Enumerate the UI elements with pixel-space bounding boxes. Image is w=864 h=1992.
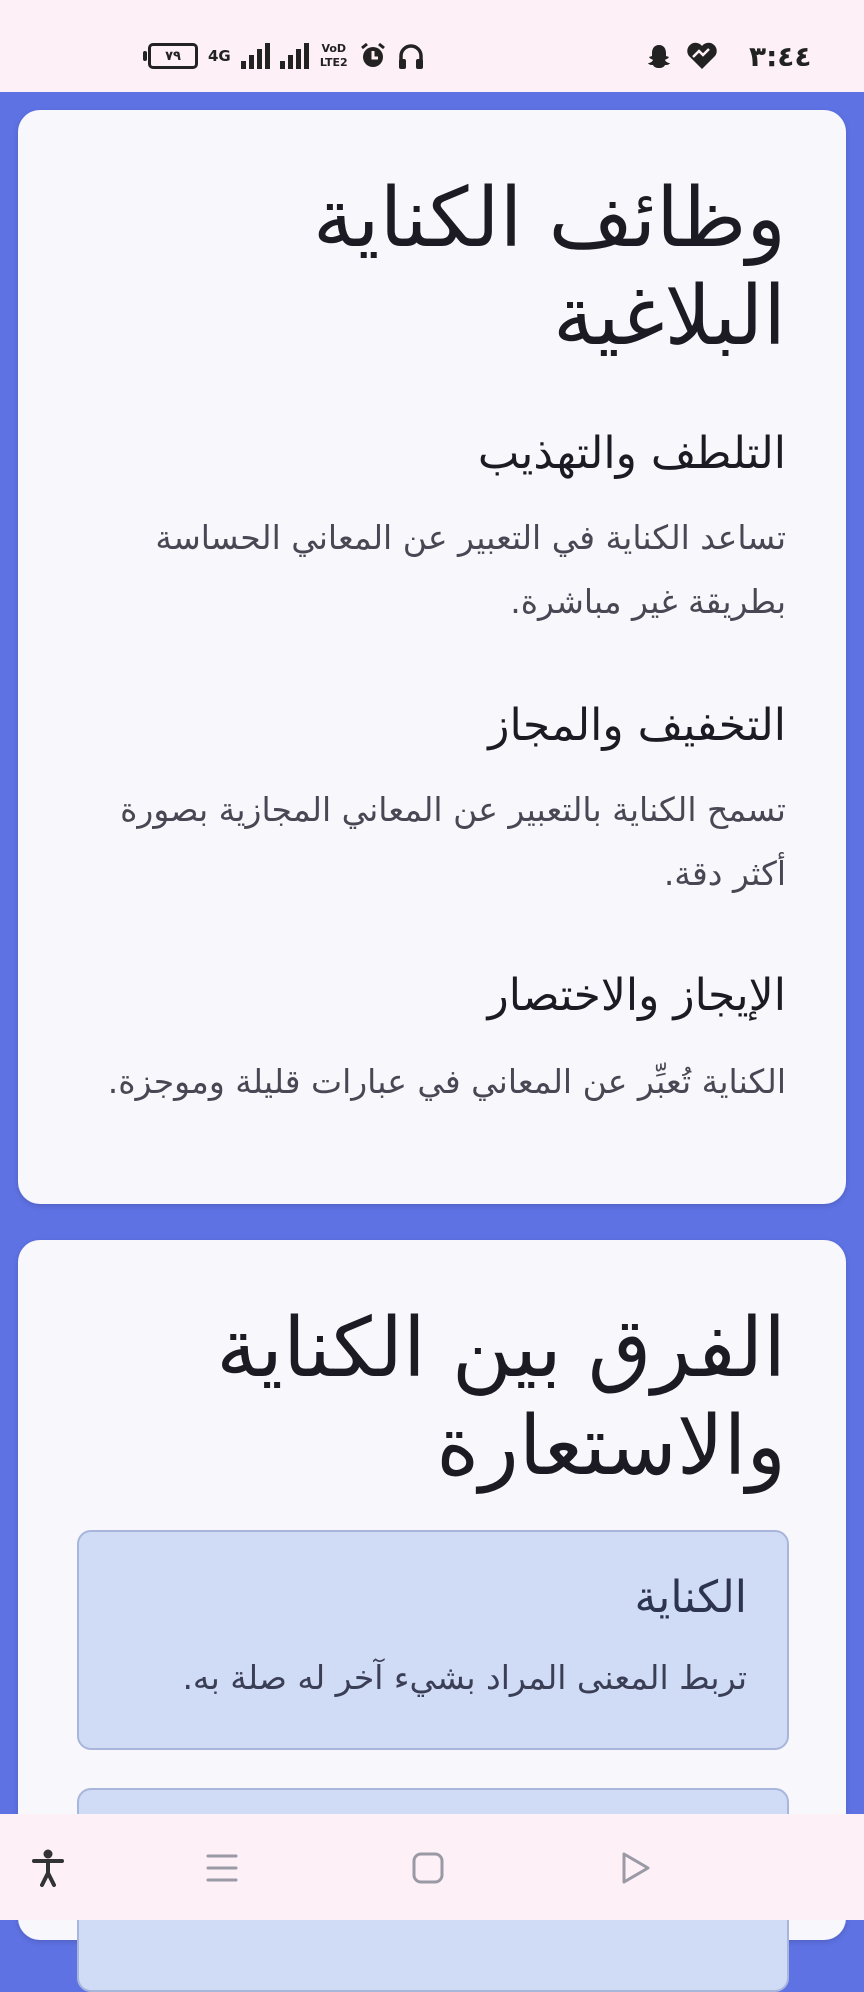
snapchat-icon	[645, 42, 673, 70]
section-politeness	[80, 426, 786, 482]
status-icons-right	[645, 38, 811, 74]
volte-label: VoD LTE2	[319, 42, 348, 69]
section-metaphor	[80, 698, 786, 754]
card-title-line-1: وظائف الكناية	[312, 171, 786, 266]
clock: ٣:٤٤	[749, 39, 812, 73]
recent-apps-icon[interactable]	[200, 1846, 244, 1890]
card-title	[80, 1300, 786, 1496]
navigation-bar	[0, 1814, 864, 1920]
battery-icon	[148, 43, 198, 69]
section-politeness-body	[80, 506, 786, 634]
card-title-line-1: الفرق بين الكناية	[216, 1301, 786, 1396]
kinaya-box	[77, 1530, 789, 1750]
card-title-line-2: البلاغية	[552, 269, 786, 364]
battery-level: ٧٩	[165, 48, 181, 64]
section-heading: التخفيف والمجاز	[488, 700, 786, 751]
section-brevity	[80, 968, 786, 1024]
status-bar	[0, 0, 864, 92]
alarm-icon	[359, 42, 387, 70]
signal-icon-2	[280, 43, 309, 69]
box-body: تربط المعنى المراد بشيء آخر له صلة به.	[182, 1658, 747, 1697]
network-type: 4G	[208, 47, 231, 65]
card-title-line-2: والاستعارة	[436, 1399, 786, 1494]
section-brevity-body	[80, 1050, 786, 1114]
heart-app-icon	[685, 41, 719, 71]
section-metaphor-body	[80, 778, 786, 906]
signal-icon	[241, 43, 270, 69]
functions-card	[18, 110, 846, 1204]
section-body-line-1: الكناية تُعبِّر عن المعاني في عبارات قليلة وموجزة.	[107, 1062, 786, 1101]
back-icon[interactable]	[612, 1846, 656, 1890]
accessibility-icon[interactable]	[26, 1846, 70, 1890]
card-title	[80, 170, 786, 366]
section-body-line-2: بطريقة غير مباشرة.	[510, 582, 786, 621]
box-heading: الكناية	[634, 1572, 747, 1623]
status-icons-left	[148, 38, 425, 74]
section-body-line-1: تساعد الكناية في التعبير عن المعاني الحساسة	[155, 518, 786, 557]
section-heading: الإيجاز والاختصار	[487, 970, 786, 1021]
home-icon[interactable]	[406, 1846, 450, 1890]
section-body-line-1: تسمح الكناية بالتعبير عن المعاني المجازية بصورة	[120, 790, 786, 829]
section-heading: التلطف والتهذيب	[477, 428, 786, 479]
headphones-icon	[397, 42, 425, 70]
section-body-line-2: أكثر دقة.	[663, 854, 786, 893]
